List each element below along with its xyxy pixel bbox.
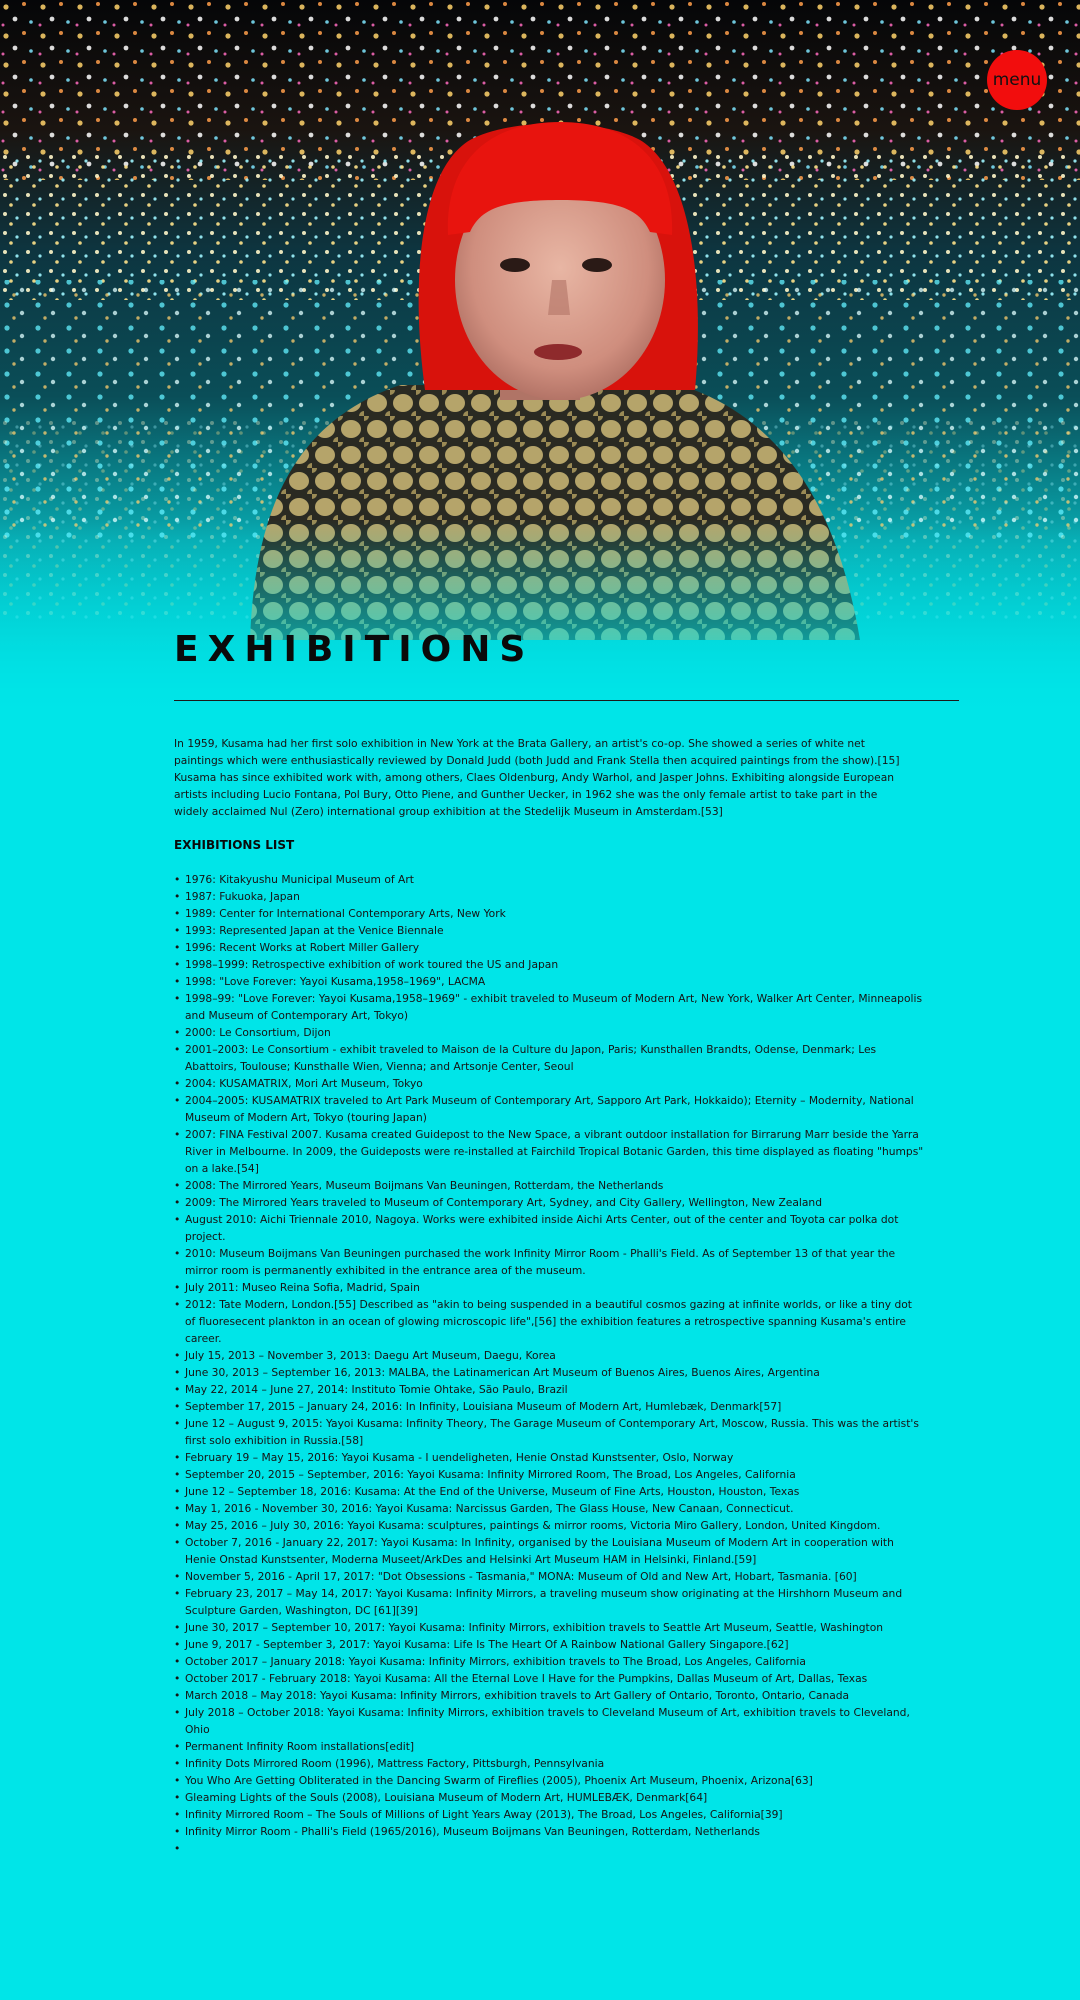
list-item: • 1998–99: "Love Forever: Yayoi Kusama,1958–1969" - exhibit traveled to Museum of Modern Art, New York, Walker Art Center, Minneapolis and Museum of Contemporary Art, Tokyo)	[185, 990, 925, 1024]
exhibitions-list	[174, 871, 925, 1840]
list-item: • June 12 – August 9, 2015: Yayoi Kusama: Infinity Theory, The Garage Museum of Contemporary Art, Moscow, Russia. This was the artist's first solo exhibition in Russia.[58]	[185, 1415, 925, 1449]
list-item: • June 30, 2017 – September 10, 2017: Yayoi Kusama: Infinity Mirrors, exhibition travels to Seattle Art Museum, Seattle, Washington	[185, 1619, 925, 1636]
list-item: • May 22, 2014 – June 27, 2014: Instituto Tomie Ohtake, São Paulo, Brazil	[185, 1381, 925, 1398]
menu-button[interactable]: menu	[987, 50, 1047, 110]
list-item: • September 20, 2015 – September, 2016: Yayoi Kusama: Infinity Mirrored Room, The Broad, Los Angeles, California	[185, 1466, 925, 1483]
hero-image	[0, 0, 1080, 720]
list-item: • May 1, 2016 - November 30, 2016: Yayoi Kusama: Narcissus Garden, The Glass House, New Canaan, Connecticut.	[185, 1500, 925, 1517]
page-title: EXHIBITIONS	[174, 629, 535, 670]
hero-illustration	[0, 0, 1080, 720]
list-item: • 1993: Represented Japan at the Venice Biennale	[185, 922, 925, 939]
list-item: • 2001–2003: Le Consortium - exhibit traveled to Maison de la Culture du Japon, Paris; Kunsthallen Brandts, Odense, Denmark; Les Abattoirs, Toulouse; Kunsthalle Wien, Vienna; and Artsonje Center, Seoul	[185, 1041, 925, 1075]
list-item: • You Who Are Getting Obliterated in the Dancing Swarm of Fireflies (2005), Phoenix Art Museum, Phoenix, Arizona[63]	[185, 1772, 925, 1789]
list-item: • 2008: The Mirrored Years, Museum Boijmans Van Beuningen, Rotterdam, the Netherlands	[185, 1177, 925, 1194]
title-divider	[174, 700, 959, 701]
list-item: • 2009: The Mirrored Years traveled to Museum of Contemporary Art, Sydney, and City Gallery, Wellington, New Zealand	[185, 1194, 925, 1211]
list-item: • June 9, 2017 - September 3, 2017: Yayoi Kusama: Life Is The Heart Of A Rainbow National Gallery Singapore.[62]	[185, 1636, 925, 1653]
list-item: • June 12 – September 18, 2016: Kusama: At the End of the Universe, Museum of Fine Arts, Houston, Houston, Texas	[185, 1483, 925, 1500]
list-item: • Gleaming Lights of the Souls (2008), Louisiana Museum of Modern Art, HUMLEBÆK, Denmark[64]	[185, 1789, 925, 1806]
list-item: • 1998: "Love Forever: Yayoi Kusama,1958–1969", LACMA	[185, 973, 925, 990]
list-item: • 1996: Recent Works at Robert Miller Gallery	[185, 939, 925, 956]
list-item: • July 2018 – October 2018: Yayoi Kusama: Infinity Mirrors, exhibition travels to Cleveland Museum of Art, exhibition travels to Cleveland, Ohio	[185, 1704, 925, 1738]
list-item: • 2004–2005: KUSAMATRIX traveled to Art Park Museum of Contemporary Art, Sapporo Art Park, Hokkaido); Eternity – Modernity, National Museum of Modern Art, Tokyo (touring Japan)	[185, 1092, 925, 1126]
list-item: • 2000: Le Consortium, Dijon	[185, 1024, 925, 1041]
list-item: • 2007: FINA Festival 2007. Kusama created Guidepost to the New Space, a vibrant outdoor installation for Birrarung Marr beside the Yarra River in Melbourne. In 2009, the Guideposts were re-installed at Fairchild Tropical Botanic Garden, this time displayed as floating "humps" on a lake.[54]	[185, 1126, 925, 1177]
list-item: • October 2017 - February 2018: Yayoi Kusama: All the Eternal Love I Have for the Pumpkins, Dallas Museum of Art, Dallas, Texas	[185, 1670, 925, 1687]
list-item: • 2004: KUSAMATRIX, Mori Art Museum, Tokyo	[185, 1075, 925, 1092]
list-item: • February 19 – May 15, 2016: Yayoi Kusama - I uendeligheten, Henie Onstad Kunstsenter, Oslo, Norway	[185, 1449, 925, 1466]
list-item: • August 2010: Aichi Triennale 2010, Nagoya. Works were exhibited inside Aichi Arts Center, out of the center and Toyota car polka dot project.	[185, 1211, 925, 1245]
list-item: • October 2017 – January 2018: Yayoi Kusama: Infinity Mirrors, exhibition travels to The Broad, Los Angeles, California	[185, 1653, 925, 1670]
list-item: • 2012: Tate Modern, London.[55] Described as "akin to being suspended in a beautiful cosmos gazing at infinite worlds, or like a tiny dot of fluoresecent plankton in an ocean of glowing microscopic life",[56] the exhibition features a retrospective spanning Kusama's entire career.	[185, 1296, 925, 1347]
list-item: • 1989: Center for International Contemporary Arts, New York	[185, 905, 925, 922]
list-item: • Infinity Dots Mirrored Room (1996), Mattress Factory, Pittsburgh, Pennsylvania	[185, 1755, 925, 1772]
list-item: • Permanent Infinity Room installations[edit]	[185, 1738, 925, 1755]
list-item: • September 17, 2015 – January 24, 2016: In Infinity, Louisiana Museum of Modern Art, Humlebæk, Denmark[57]	[185, 1398, 925, 1415]
list-item: • Infinity Mirror Room - Phalli's Field (1965/2016), Museum Boijmans Van Beuningen, Rotterdam, Netherlands	[185, 1823, 925, 1840]
list-item: • 1987: Fukuoka, Japan	[185, 888, 925, 905]
list-item: • 1998–1999: Retrospective exhibition of work toured the US and Japan	[185, 956, 925, 973]
list-item: • 2010: Museum Boijmans Van Beuningen purchased the work Infinity Mirror Room - Phalli's Field. As of September 13 of that year the mirror room is permanently exhibited in the entrance area of the museum.	[185, 1245, 925, 1279]
intro-paragraph: In 1959, Kusama had her first solo exhibition in New York at the Brata Gallery, an artist's co-op. She showed a series of white net paintings which were enthusiastically reviewed by Donald Judd (both Judd and Frank Stella then acquired paintings from the show).[15] Kusama has since exhibited work with, among others, Claes Oldenburg, Andy Warhol, and Jasper Johns. Exhibiting alongside European artists including Lucio Fontana, Pol Bury, Otto Piene, and Gunther Uecker, in 1962 she was the only female artist to take part in the widely acclaimed Nul (Zero) international group exhibition at the Stedelijk Museum in Amsterdam.[53]	[174, 737, 900, 818]
main-content	[174, 620, 959, 1840]
list-item: • July 15, 2013 – November 3, 2013: Daegu Art Museum, Daegu, Korea	[185, 1347, 925, 1364]
exhibitions-list-title: EXHIBITIONS LIST	[174, 838, 295, 852]
list-item: • 1976: Kitakyushu Municipal Museum of Art	[185, 871, 925, 888]
list-item: • July 2011: Museo Reina Sofia, Madrid, Spain	[185, 1279, 925, 1296]
list-item: • Infinity Mirrored Room – The Souls of Millions of Light Years Away (2013), The Broad, Los Angeles, California[39]	[185, 1806, 925, 1823]
list-item: • June 30, 2013 – September 16, 2013: MALBA, the Latinamerican Art Museum of Buenos Aires, Buenos Aires, Argentina	[185, 1364, 925, 1381]
list-item: • February 23, 2017 – May 14, 2017: Yayoi Kusama: Infinity Mirrors, a traveling museum show originating at the Hirshhorn Museum and Sculpture Garden, Washington, DC [61][39]	[185, 1585, 925, 1619]
list-item: • March 2018 – May 2018: Yayoi Kusama: Infinity Mirrors, exhibition travels to Art Gallery of Ontario, Toronto, Ontario, Canada	[185, 1687, 925, 1704]
list-item: • May 25, 2016 – July 30, 2016: Yayoi Kusama: sculptures, paintings & mirror rooms, Victoria Miro Gallery, London, United Kingdom.	[185, 1517, 925, 1534]
list-item: • November 5, 2016 - April 17, 2017: "Dot Obsessions - Tasmania," MONA: Museum of Old and New Art, Hobart, Tasmania. [60]	[185, 1568, 925, 1585]
list-item: • October 7, 2016 - January 22, 2017: Yayoi Kusama: In Infinity, organised by the Louisiana Museum of Modern Art in cooperation with Henie Onstad Kunstsenter, Moderna Museet/ArkDes and Helsinki Art Museum HAM in Helsinki, Finland.[59]	[185, 1534, 925, 1568]
